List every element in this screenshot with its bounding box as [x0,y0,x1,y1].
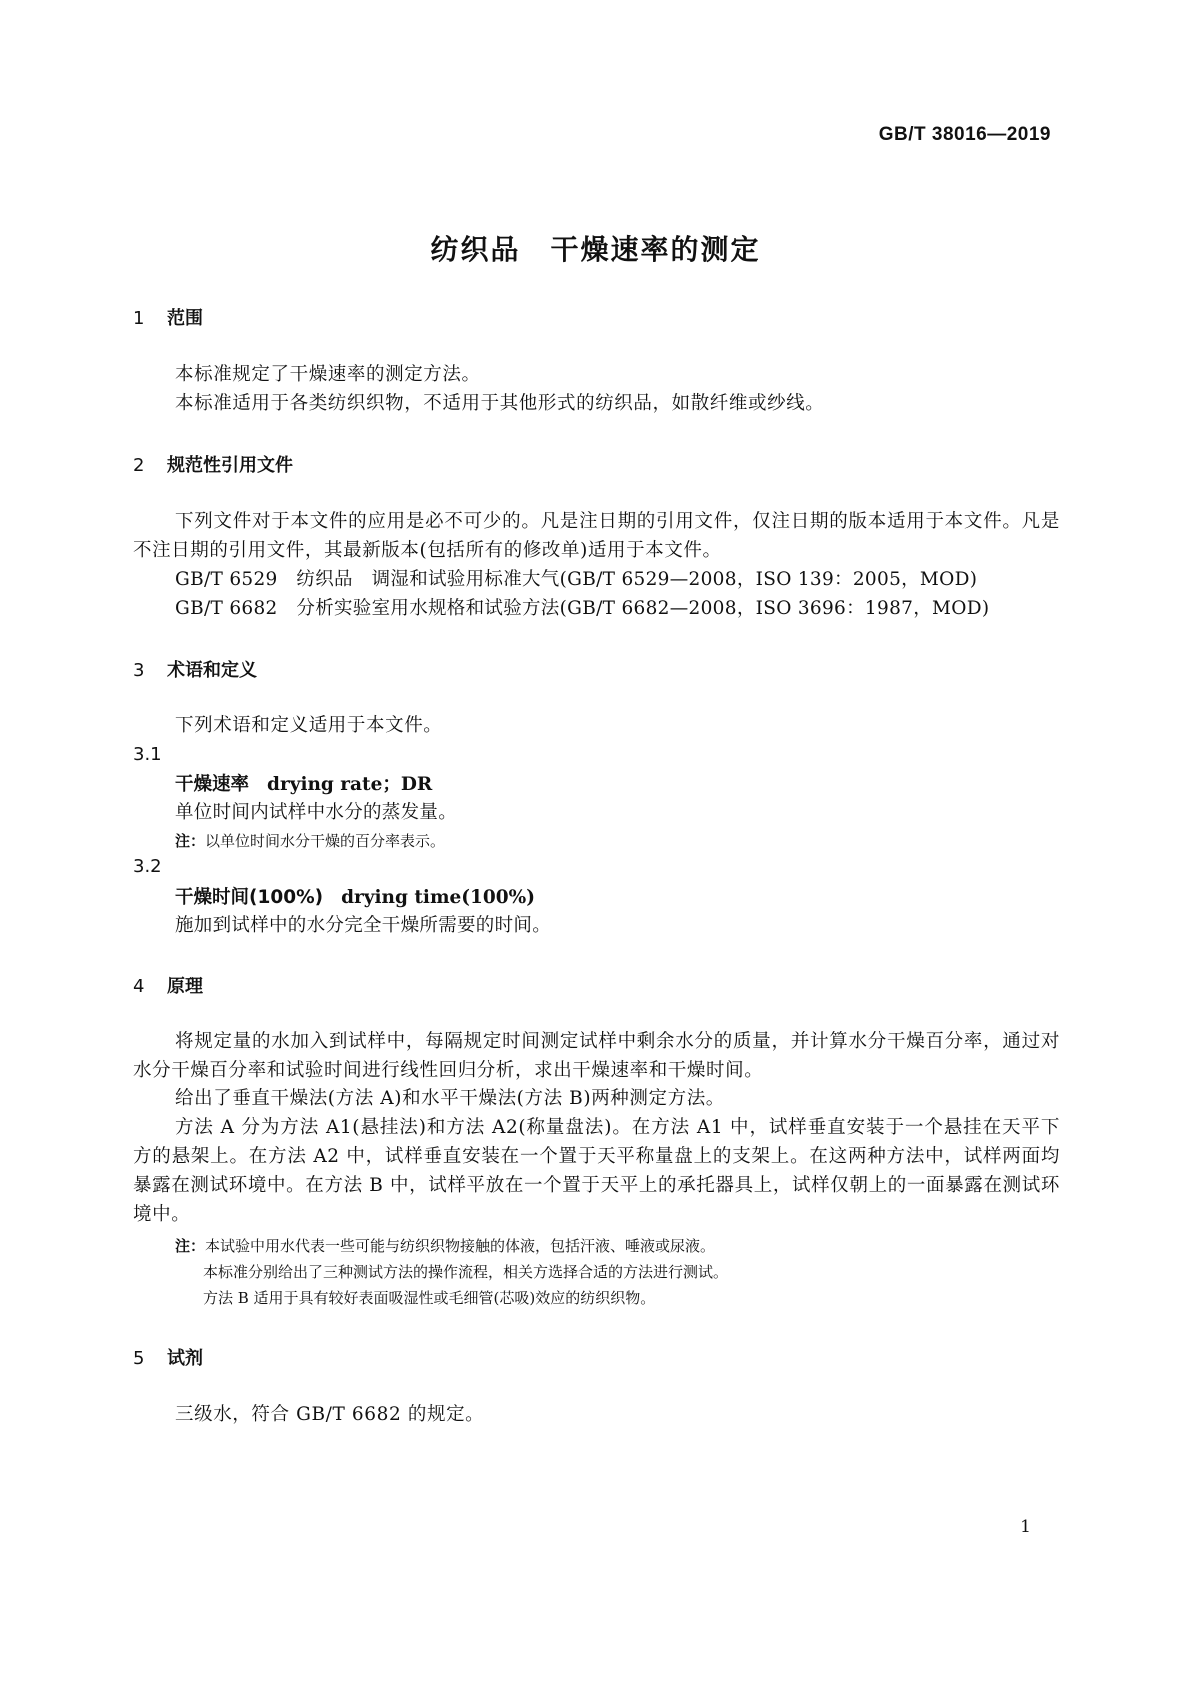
s1-paragraph-1: 本标准规定了干燥速率的测定方法。 [175,364,481,385]
term-english: drying time(100%) [341,887,535,908]
note-label: 注： [175,832,206,850]
term-3-1-note [175,830,445,851]
term-3-2-definition: 施加到试样中的水分完全干燥所需要的时间。 [175,915,552,936]
s3-paragraph-1: 下列术语和定义适用于本文件。 [175,715,443,736]
note-text: 本试验中用水代表一些可能与纺织织物接触的体液，包括汗液、唾液或尿液。 [205,1237,716,1255]
section-2-heading [133,451,293,477]
section-number: 3 [133,660,145,681]
section-title: 原理 [167,976,203,997]
section-3-heading [133,656,257,682]
s4-note-2: 本标准分别给出了三种测试方法的操作流程，相关方选择合适的方法进行测试。 [203,1263,729,1281]
term-english: drying rate；DR [267,774,433,795]
reference-gbt-6682: GB/T 6682 分析实验室用水规格和试验方法(GB/T 6682—2008，ISO 3696：1987，MOD) [175,598,990,619]
section-number: 5 [133,1348,145,1369]
section-4-heading [133,972,203,998]
term-chinese: 干燥速率 [175,774,250,795]
term-3-2-number: 3.2 [133,856,162,877]
term-3-1 [175,770,432,796]
section-5-heading [133,1344,203,1370]
term-3-1-definition: 单位时间内试样中水分的蒸发量。 [175,802,458,823]
section-number: 4 [133,976,145,997]
note-text: 以单位时间水分干燥的百分率表示。 [205,832,446,850]
note-label: 注： [175,1237,206,1255]
s1-paragraph-2: 本标准适用于各类纺织织物，不适用于其他形式的纺织品，如散纤维或纱线。 [175,393,825,414]
section-number: 1 [133,308,145,329]
document-title: 纺织品 干燥速率的测定 [430,233,761,266]
s5-paragraph-1: 三级水，符合 GB/T 6682 的规定。 [175,1404,485,1425]
s4-note-1 [175,1235,715,1256]
section-title: 范围 [167,308,203,329]
section-number: 2 [133,455,145,476]
s4-paragraph-1: 将规定量的水加入到试样中，每隔规定时间测定试样中剩余水分的质量，并计算水分干燥百分率，通过对水分干燥百分率和试验时间进行线性回归分析，求出干燥速率和干燥时间。 [133,1031,1060,1081]
section-title: 试剂 [167,1348,203,1369]
term-chinese: 干燥时间(100%) [175,887,324,908]
s4-paragraph-3: 方法 A 分为方法 A1(悬挂法)和方法 A2(称量盘法)。在方法 A1 中，试样垂直安装于一个悬挂在天平下方的悬架上。在方法 A2 中，试样垂直安装在一个置于天平称量盘上的支架上。在这两种方法中，试样两面均暴露在测试环境中。在方法 B 中，试样平放在一个置于天平上的承托器具上，试样仅朝上的一面暴露在测试环境中。 [133,1117,1060,1225]
reference-gbt-6529: GB/T 6529 纺织品 调湿和试验用标准大气(GB/T 6529—2008，ISO 139：2005，MOD) [175,569,978,590]
section-1-heading [133,304,203,330]
section-title: 术语和定义 [167,660,257,681]
term-3-1-number: 3.1 [133,744,162,765]
section-title: 规范性引用文件 [167,455,293,476]
standard-number: GB/T 38016—2019 [878,124,1051,145]
s4-note-3: 方法 B 适用于具有较好表面吸湿性或毛细管(芯吸)效应的纺织织物。 [203,1289,656,1307]
page-number: 1 [1020,1517,1031,1537]
s4-paragraph-2: 给出了垂直干燥法(方法 A)和水平干燥法(方法 B)两种测定方法。 [175,1088,725,1109]
term-3-2 [175,883,535,909]
s2-paragraph-1: 下列文件对于本文件的应用是必不可少的。凡是注日期的引用文件，仅注日期的版本适用于本文件。凡是不注日期的引用文件，其最新版本(包括所有的修改单)适用于本文件。 [133,511,1060,561]
